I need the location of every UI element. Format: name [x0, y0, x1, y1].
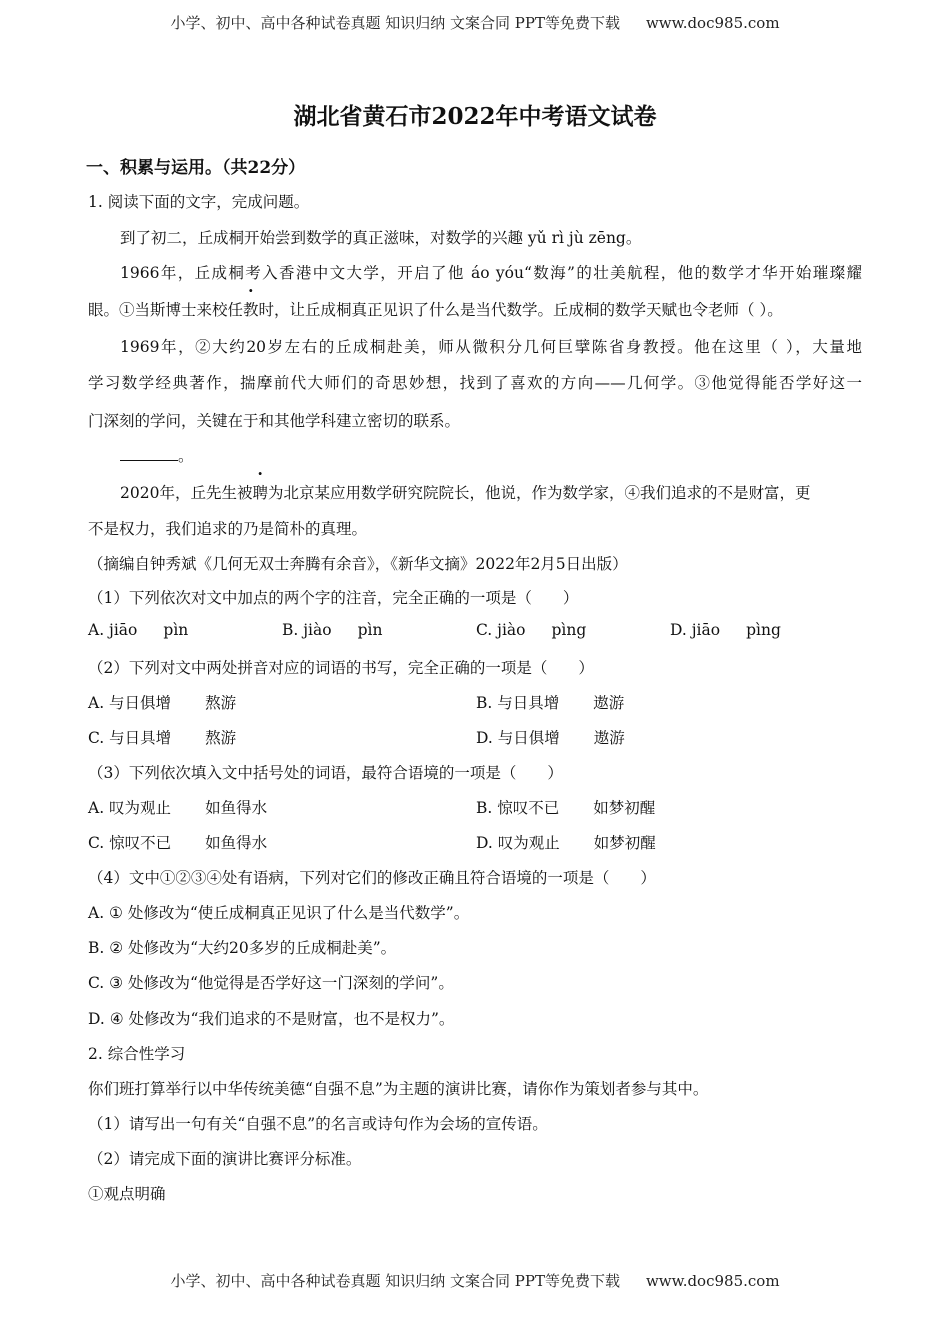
q1-sub3-option-d[interactable]: [476, 831, 656, 853]
option-right: 如鱼得水: [205, 834, 268, 852]
q1-sub3-option-a[interactable]: [88, 796, 267, 818]
option-left: C. 惊叹不已: [88, 834, 172, 852]
q2-intro: 你们班打算举行以中华传统美德“自强不息”为主题的演讲比赛，请你作为策划者参与其中。: [88, 1080, 709, 1098]
option-right: pìng: [551, 621, 587, 639]
q1-paragraph-4: [120, 444, 194, 466]
header-link[interactable]: www.doc985.com: [645, 14, 780, 32]
q1-sub2-option-b[interactable]: [476, 691, 624, 713]
q1-sub4-option-b[interactable]: B. ② 处修改为“大约20多岁的丘成桐赴美”。: [88, 939, 397, 957]
q2-sub2: （2）请完成下面的演讲比赛评分标准。: [88, 1150, 362, 1168]
text-fragment: 。: [178, 447, 194, 465]
q1-paragraph-5a: [120, 481, 810, 503]
q1-sub4-stem: （4）文中①②③④处有语病，下列对它们的修改正确且符合语境的一项是（ ）: [88, 869, 656, 887]
option-left: A. 与日俱增: [88, 694, 172, 712]
option-right: 熬游: [205, 694, 237, 712]
q1-paragraph-2a: 1966年，丘成桐考入香港中文大学，开启了他 áo yóu“数海”的壮美航程，他的数学才华开始璀璨耀: [120, 264, 862, 282]
option-right: 遨游: [593, 694, 625, 712]
header-text: 小学、初中、高中各种试卷真题 知识归纳 文案合同 PPT等免费下载: [170, 14, 620, 32]
option-left: D. jiāo: [670, 621, 721, 639]
option-right: pìng: [746, 621, 781, 639]
q1-sub3-stem: （3）下列依次填入文中括号处的词语，最符合语境的一项是（ ）: [88, 764, 563, 782]
q1-sub1-option-a[interactable]: [88, 621, 188, 639]
option-left: C. 与日具增: [88, 729, 172, 747]
q1-sub1-option-c[interactable]: [476, 621, 586, 639]
footer-text: 小学、初中、高中各种试卷真题 知识归纳 文案合同 PPT等免费下载: [170, 1272, 620, 1290]
answer-blank[interactable]: [120, 446, 178, 461]
option-right: 如梦初醒: [593, 834, 656, 852]
q1-sub1-option-d[interactable]: [670, 621, 781, 639]
option-left: C. jiào: [476, 621, 526, 639]
q1-paragraph-3c: 门深刻的学问，关键在于和其他学科建立密切的联系。: [88, 412, 461, 430]
dotted-char: 教: [243, 301, 259, 319]
option-right: 遨游: [593, 729, 625, 747]
text-fragment: 眼。①当斯博士来校任: [88, 301, 244, 319]
q2-sub1: （1）请写出一句有关“自强不息”的名言或诗句作为会场的宣传语。: [88, 1115, 548, 1133]
section-heading: 一、积累与运用。（共22分）: [86, 158, 306, 178]
option-right: pìn: [163, 621, 189, 639]
q1-sub4-option-c[interactable]: C. ③ 处修改为“他觉得是否学好这一门深刻的学问”。: [88, 974, 454, 992]
q1-sub1-stem: （1）下列依次对文中加点的两个字的注音，完全正确的一项是（ ）: [88, 589, 579, 607]
q2-stem: 2. 综合性学习: [88, 1045, 186, 1063]
q1-paragraph-3a: 1969年，②大约20岁左右的丘成桐赴美，师从微积分几何巨擘陈省身教授。他在这里（ ），大量地: [120, 338, 862, 356]
q1-sub4-option-d[interactable]: D. ④ 处修改为“我们追求的不是财富，也不是权力”。: [88, 1010, 455, 1028]
text-fragment: 为北京某应用数学研究院院长，他说，作为数学家，④我们追求的不是财富，更: [267, 484, 811, 502]
q1-sub2-option-a[interactable]: [88, 691, 236, 713]
page-footer: [0, 1270, 950, 1291]
q1-sub3-option-b[interactable]: [476, 796, 655, 818]
q1-paragraph-3b: 学习数学经典著作，揣摩前代大师们的奇思妙想，找到了喜欢的方向——几何学。③他觉得能否学好这一: [88, 374, 862, 392]
q1-source: （摘编自钟秀斌《几何无双士奔腾有余音》，《新华文摘》2022年2月5日出版）: [88, 555, 628, 573]
text-fragment: 2020年，丘先生被: [120, 484, 253, 502]
option-left: B. 惊叹不已: [476, 799, 560, 817]
q1-paragraph-5b: 不是权力，我们追求的乃是简朴的真理。: [88, 520, 368, 538]
dotted-char: 聘: [252, 484, 268, 502]
q1-stem: 1. 阅读下面的文字，完成问题。: [88, 193, 310, 211]
q1-paragraph-2b: [88, 298, 783, 320]
q2-item-1: ①观点明确: [88, 1185, 166, 1203]
footer-link[interactable]: www.doc985.com: [645, 1272, 780, 1290]
option-left: A. jiāo: [88, 621, 138, 639]
text-fragment: 时，让丘成桐真正见识了什么是当代数学。丘成桐的数学天赋也令老师（ ）。: [258, 301, 783, 319]
page-header: [0, 12, 950, 33]
q1-sub2-stem: （2）下列对文中两处拼音对应的词语的书写，完全正确的一项是（ ）: [88, 659, 594, 677]
option-right: pìn: [357, 621, 383, 639]
q1-sub2-option-d[interactable]: [476, 726, 625, 748]
q1-paragraph-1: 到了初二，丘成桐开始尝到数学的真正滋味，对数学的兴趣 yǔ rì jù zēng。: [120, 229, 642, 247]
q1-sub4-option-a[interactable]: A. ① 处修改为“使丘成桐真正见识了什么是当代数学”。: [88, 904, 470, 922]
option-right: 如鱼得水: [205, 799, 268, 817]
option-right: 熬游: [205, 729, 237, 747]
option-left: B. 与日具增: [476, 694, 560, 712]
page-title: 湖北省黄石市2022年中考语文试卷: [293, 103, 657, 130]
option-right: 如梦初醒: [593, 799, 656, 817]
option-left: D. 叹为观止: [476, 834, 560, 852]
q1-sub1-option-b[interactable]: [282, 621, 382, 639]
option-left: D. 与日俱增: [476, 729, 560, 747]
q1-sub3-option-c[interactable]: [88, 831, 267, 853]
option-left: A. 叹为观止: [88, 799, 172, 817]
option-left: B. jiào: [282, 621, 332, 639]
q1-sub2-option-c[interactable]: [88, 726, 236, 748]
